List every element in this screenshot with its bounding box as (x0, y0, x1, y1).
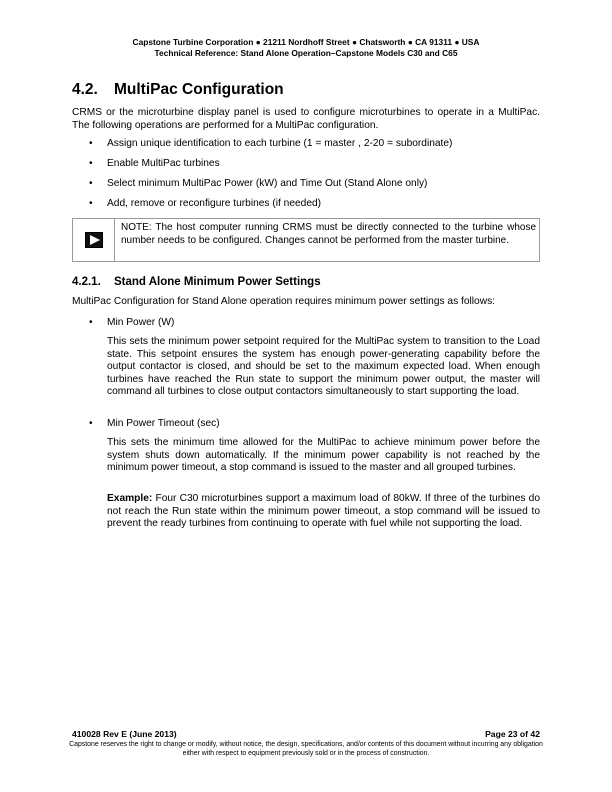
bullet-icon: • (89, 317, 93, 328)
bullet-icon: • (89, 138, 93, 149)
bullet-icon: • (89, 158, 93, 169)
note-text: NOTE: The host computer running CRMS must be directly connected to the turbine whose number needs to be configured. Changes cannot be performed from the master turbine. (121, 222, 536, 246)
setting-description-min-power: This sets the minimum power setpoint required for the MultiPac system to transition to the Load state. This setpoint ensures the system has enough power-generating capability before the output contactor is closed, and should be set to the maximum expected load. When enough turbines have reached the Run state to support the minimum power output, the master will command all turbines to close output contactors simultaneously to start supporting the load. (107, 336, 540, 397)
section-title: MultiPac Configuration (114, 81, 284, 98)
example-label: Example: (107, 493, 153, 504)
bullet-icon: • (89, 418, 93, 429)
subsection-lead: MultiPac Configuration for Stand Alone operation requires minimum power settings as follows: (72, 296, 495, 307)
header-line-1: Capstone Turbine Corporation ● 21211 Nordhoff Street ● Chatsworth ● CA 91311 ● USA (132, 37, 480, 47)
setting-label-min-power-timeout: Min Power Timeout (sec) (107, 418, 220, 429)
note-icon-cell (73, 219, 115, 261)
note-box (72, 218, 540, 262)
list-item: • Enable MultiPac turbines (89, 158, 220, 169)
example-text: Four C30 microturbines support a maximum load of 80kW. If three of the turbines do not reach the Run state within the minimum power timeout, a stop command will be issued to prevent the ready turbines from continuing to operate with fuel while not supporting the load. (107, 493, 540, 529)
section-heading (72, 80, 284, 100)
setting-description-min-power-timeout: This sets the minimum time allowed for the MultiPac to achieve minimum power before the system shuts down automatically. If the minimum power capability is not reached by the minimum power timeout, a stop command is issued to the master and all grouped turbines. (107, 437, 540, 473)
subsection-title: Stand Alone Minimum Power Settings (114, 276, 321, 288)
footer-doc-id: 410028 Rev E (June 2013) (72, 729, 177, 739)
subsection-number: 4.2.1. (72, 276, 101, 288)
list-item: • Assign unique identification to each turbine (1 = master , 2-20 = subordinate) (89, 138, 453, 149)
operations-list (72, 138, 540, 218)
list-item (72, 418, 540, 431)
example-paragraph (107, 493, 540, 531)
header-line-2: Technical Reference: Stand Alone Operation–Capstone Models C30 and C65 (154, 48, 458, 58)
list-item (72, 317, 540, 330)
bullet-icon: • (89, 198, 93, 209)
list-item: • Add, remove or reconfigure turbines (if needed) (89, 198, 322, 209)
page-header (0, 37, 612, 59)
footer-disclaimer: Capstone reserves the right to change or modify, without notice, the design, specifications, and/or contents of this document without incurring any obligation either with respect to equipment previously sold or in the process of construction. (69, 741, 543, 757)
setting-label-min-power: Min Power (W) (107, 317, 175, 328)
arrow-right-icon (85, 232, 103, 248)
section-number: 4.2. (72, 81, 98, 98)
section-intro: CRMS or the microturbine display panel is used to configure microturbines to operate in a MultiPac. The following operations are performed for a MultiPac configuration. (72, 107, 540, 131)
subsection-heading (72, 275, 321, 289)
list-item: • Select minimum MultiPac Power (kW) and Time Out (Stand Alone only) (89, 178, 428, 189)
footer-page-number: Page 23 of 42 (485, 729, 540, 739)
bullet-icon: • (89, 178, 93, 189)
